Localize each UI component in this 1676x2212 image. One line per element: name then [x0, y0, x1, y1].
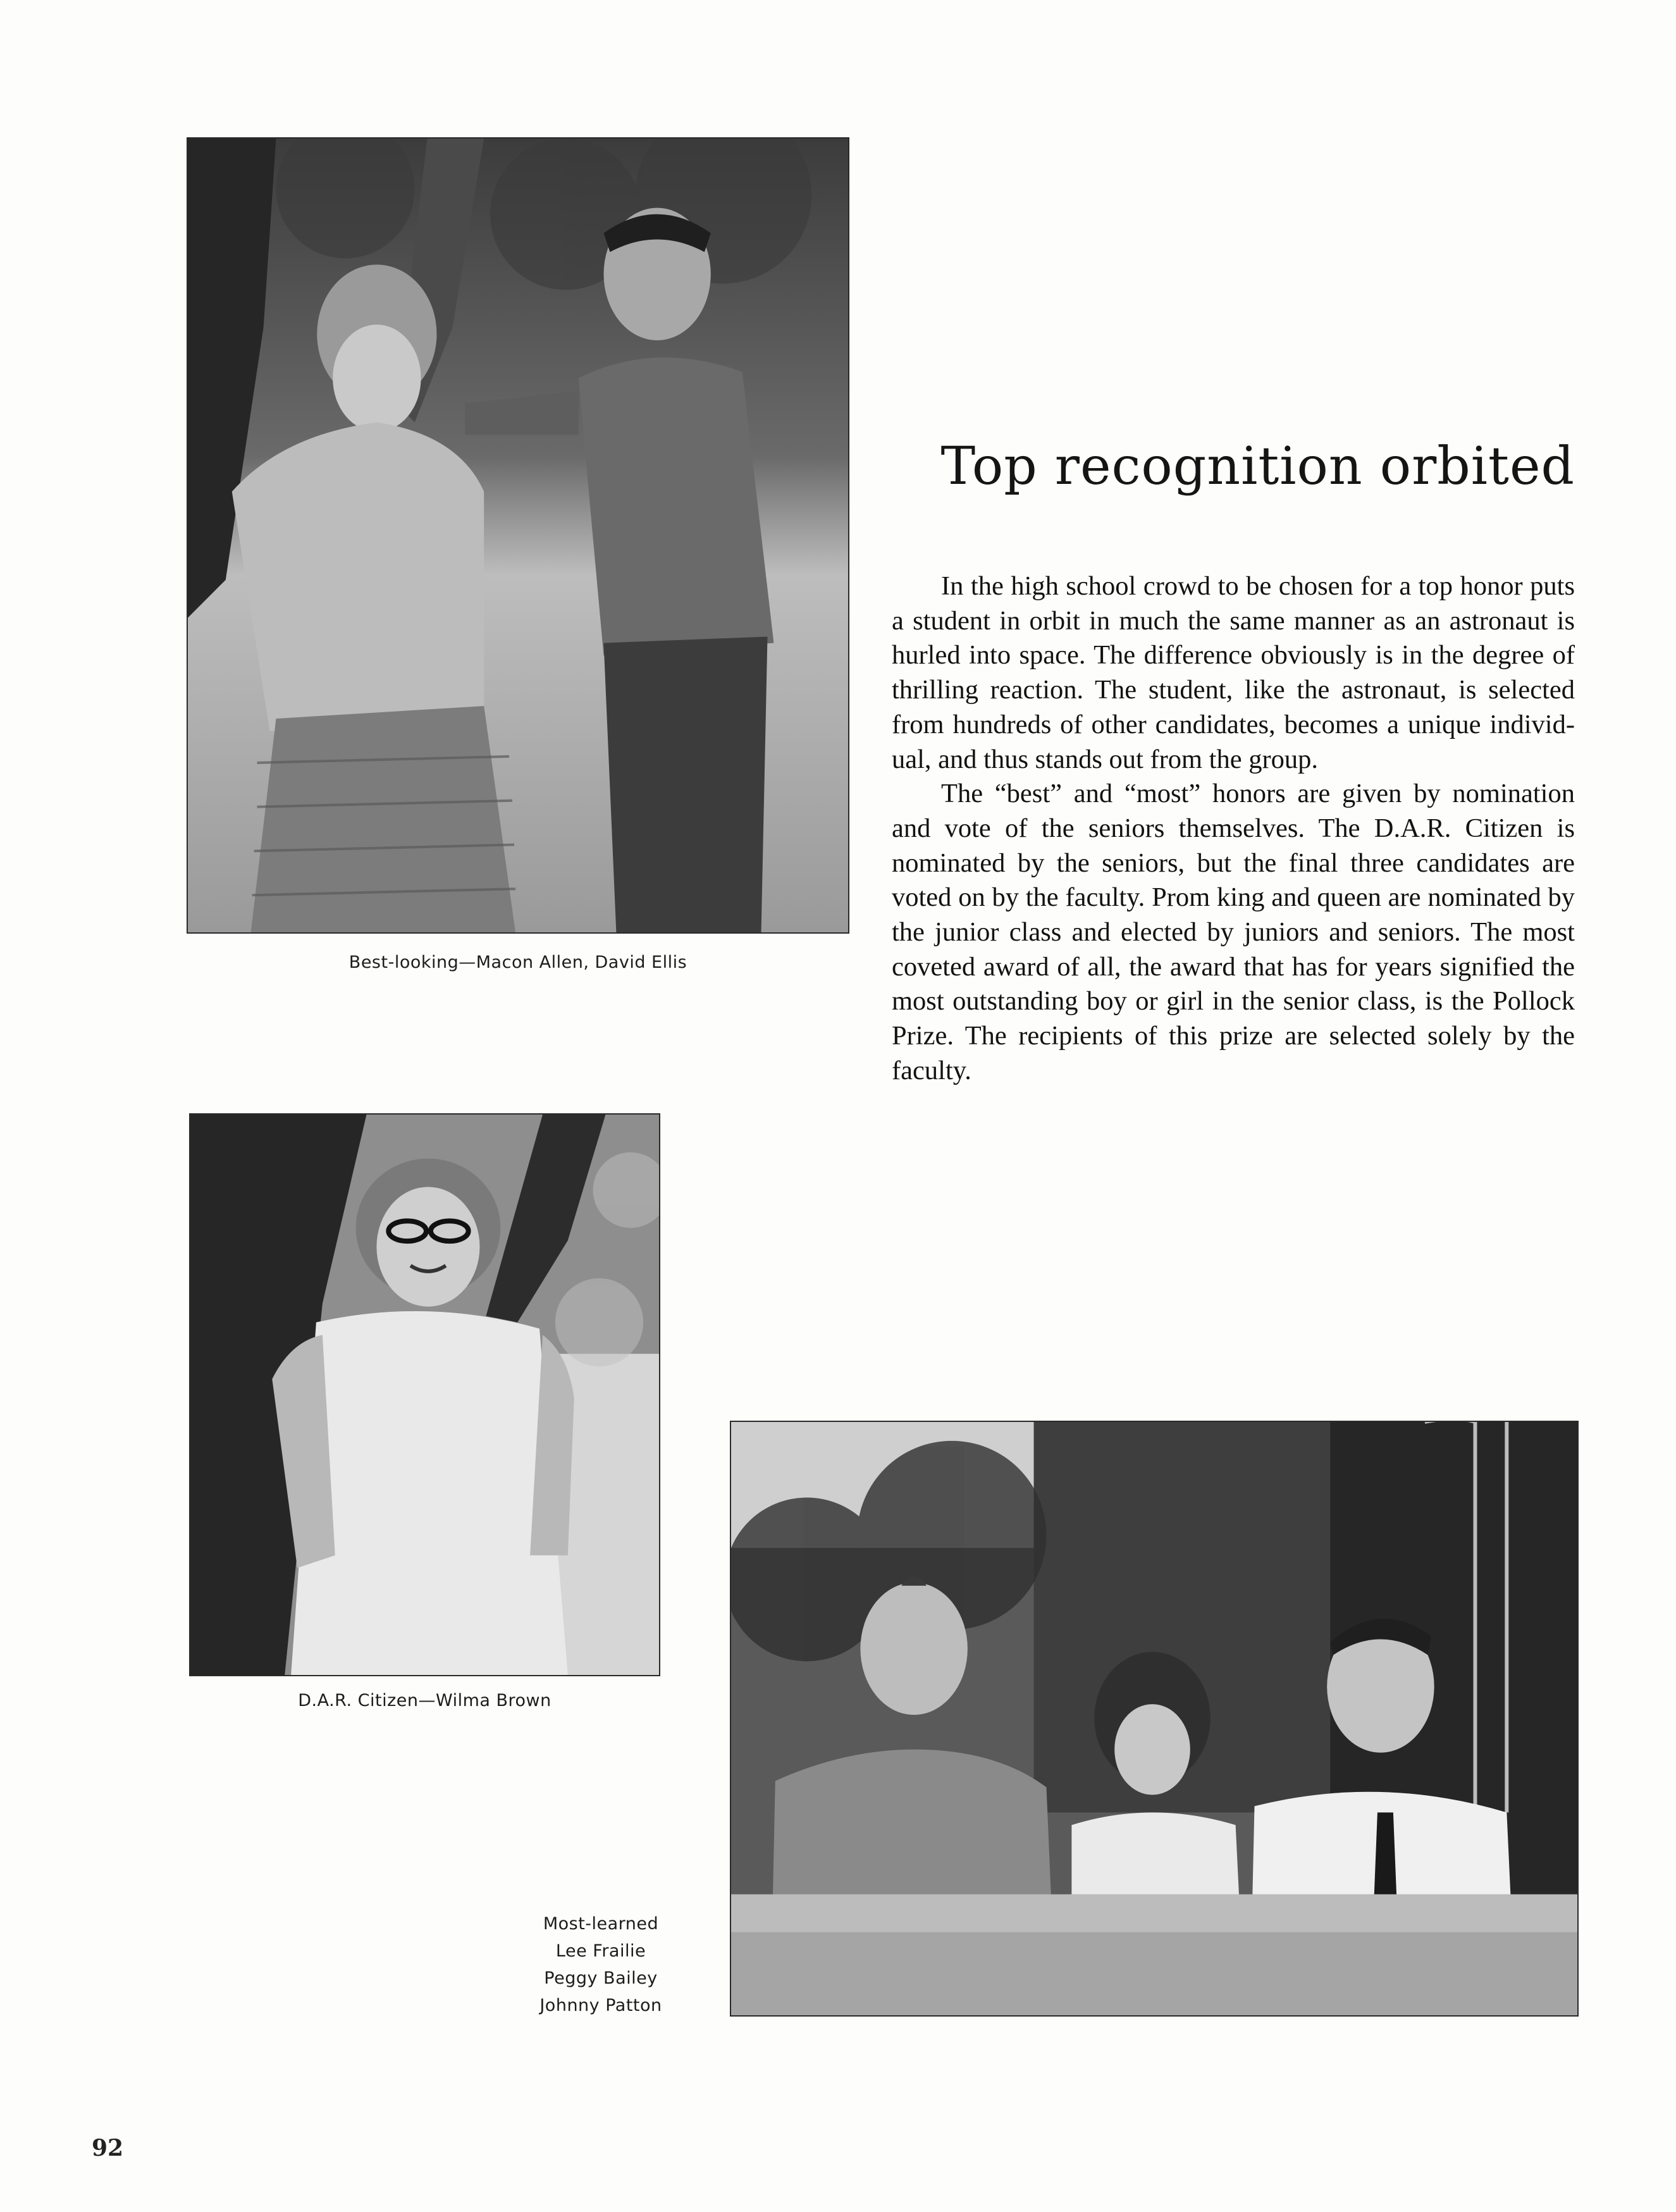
- caption-name: Peggy Bailey: [544, 1968, 658, 1988]
- photo-best-looking: [187, 137, 849, 934]
- caption-name: Johnny Patton: [539, 1996, 662, 2015]
- article-paragraph: In the high school crowd to be chosen for a top honor puts a student in orbit in much the same manner as an astronaut is hurled into space. The difference obviously is in the degree of thrilling reaction. The student, like the astronaut, is selected from hundreds of other candidates, becomes a unique individual, and thus stands out from the group.: [892, 571, 1575, 774]
- page-number: 92: [92, 2135, 124, 2161]
- caption-most-learned: [506, 1910, 696, 2019]
- three-students-at-wall-image: [731, 1422, 1577, 2015]
- photo-most-learned: [730, 1421, 1579, 2017]
- article-paragraph: The “best” and “most” honors are given by nomination and vote of the seniors themselves. The D.A.R. Citizen is nominated by the seniors, but the final three candidates are voted on by the faculty. Prom king and queen are nominated by the junior class and elected by juniors and seniors. The most coveted award of all, the award that has for years signified the most outstanding boy or girl in the senior class, is the Pollock Prize. The recipients of this prize are selected solely by the faculty.: [892, 779, 1575, 1085]
- caption-title: Most-learned: [543, 1914, 659, 1934]
- caption-name: Lee Frailie: [555, 1941, 646, 1961]
- caption-dar-citizen: D.A.R. Citizen—Wilma Brown: [298, 1691, 551, 1710]
- photo-dar-citizen: [189, 1113, 660, 1676]
- caption-best-looking: Best-looking—Macon Allen, David Ellis: [348, 953, 687, 972]
- article-body: [892, 569, 1575, 1089]
- page-title: Top recognition orbited: [940, 436, 1575, 497]
- couple-under-tree-image: [188, 139, 848, 932]
- woman-with-glasses-image: [190, 1115, 659, 1675]
